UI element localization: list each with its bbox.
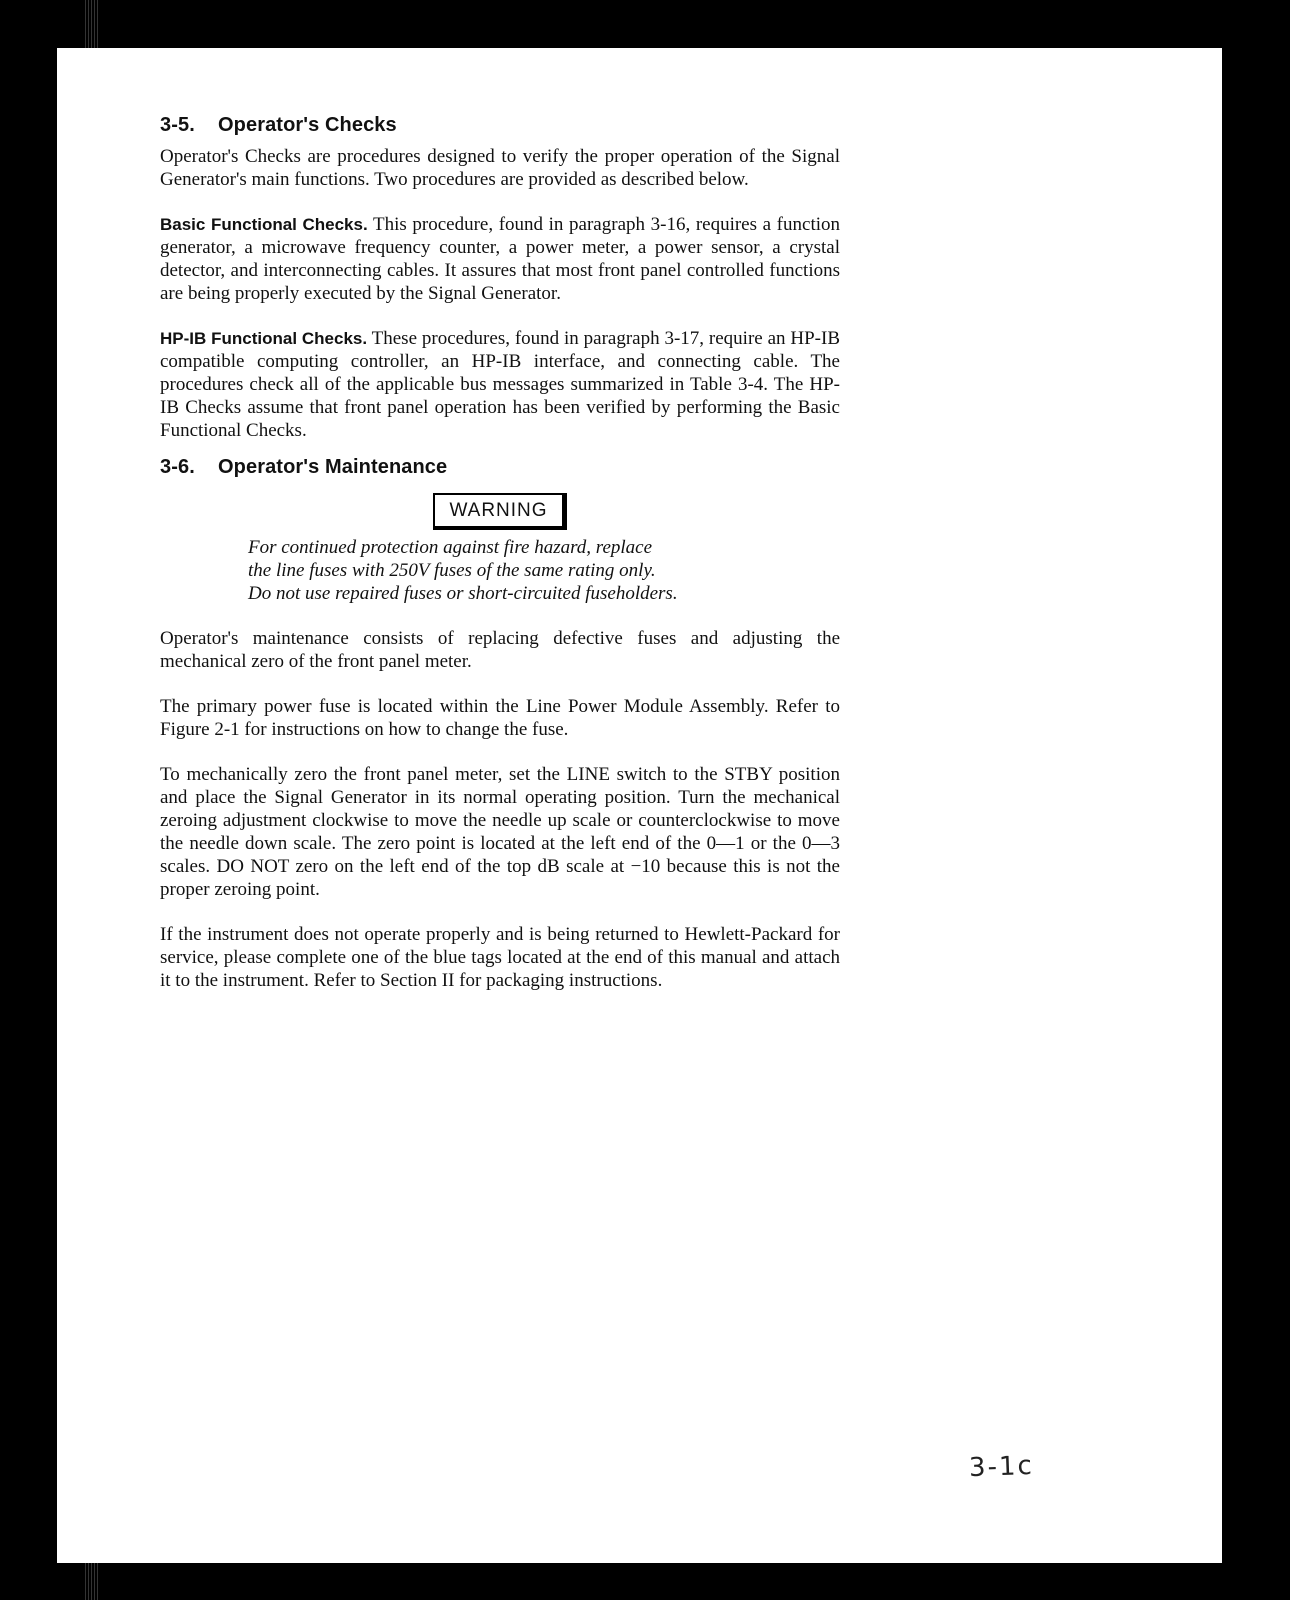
warning-line: Do not use repaired fuses or short-circuited fuseholders. — [248, 583, 678, 604]
section-number: 3-5. — [160, 114, 195, 136]
warning-header — [160, 493, 840, 530]
binder-edge-top — [85, 0, 99, 48]
warning-text — [248, 536, 748, 605]
section-heading-3-6 — [160, 456, 840, 479]
page-content — [160, 114, 840, 1014]
hpib-checks-text: These procedures, found in paragraph 3-17, require an HP-IB compatible computing controller, an HP-IB interface, and connecting cable. The procedures check all of the applicable bus messages summarized in Table 3-4. The HP-IB Checks assume that front panel operation has been verified by performing the Basic Functional Checks. — [160, 328, 840, 441]
intro-paragraph: Operator's Checks are procedures designed to verify the proper operation of the Signal Generator's main functions. Two procedures are provided as described below. — [160, 146, 840, 190]
basic-checks-label: Basic Functional Checks. — [160, 215, 368, 234]
maintenance-paragraph: Operator's maintenance consists of replacing defective fuses and adjusting the mechanical zero of the front panel meter. — [160, 628, 840, 672]
basic-checks-text: This procedure, found in paragraph 3-16, requires a function generator, a microwave frequency counter, a power meter, a power sensor, a crystal detector, and interconnecting cables. It assures that most front panel controlled functions are being properly executed by the Signal Generator. — [160, 214, 840, 304]
binder-edge-bottom — [85, 1563, 99, 1600]
page-number: 3-1c — [968, 1450, 1035, 1484]
section-heading-3-5 — [160, 114, 840, 137]
hpib-checks-label: HP-IB Functional Checks. — [160, 329, 368, 348]
fuse-location-paragraph: The primary power fuse is located within the Line Power Module Assembly. Refer to Figure 2-1 for instructions on how to change the fuse. — [160, 696, 840, 740]
section-title: Operator's Maintenance — [218, 456, 448, 478]
section-title: Operator's Checks — [218, 114, 397, 136]
warning-line: the line fuses with 250V fuses of the same rating only. — [248, 560, 656, 581]
hpib-checks-paragraph — [160, 327, 840, 442]
basic-checks-paragraph — [160, 213, 840, 305]
service-return-paragraph: If the instrument does not operate properly and is being returned to Hewlett-Packard for service, please complete one of the blue tags located at the end of this manual and attach it to the instrument. Refer to Section II for packaging instructions. — [160, 924, 840, 991]
zeroing-paragraph: To mechanically zero the front panel meter, set the LINE switch to the STBY position and place the Signal Generator in its normal operating position. Turn the mechanical zeroing adjustment clockwise to move the needle up scale or counterclockwise to move the needle down scale. The zero point is located at the left end of the 0—1 or the 0—3 scales. DO NOT zero on the left end of the top dB scale at −10 because this is not the proper zeroing point. — [160, 764, 840, 900]
section-number: 3-6. — [160, 456, 195, 478]
warning-label: WARNING — [433, 493, 566, 530]
document-page — [57, 48, 1222, 1563]
warning-line: For continued protection against fire hazard, replace — [248, 537, 653, 558]
